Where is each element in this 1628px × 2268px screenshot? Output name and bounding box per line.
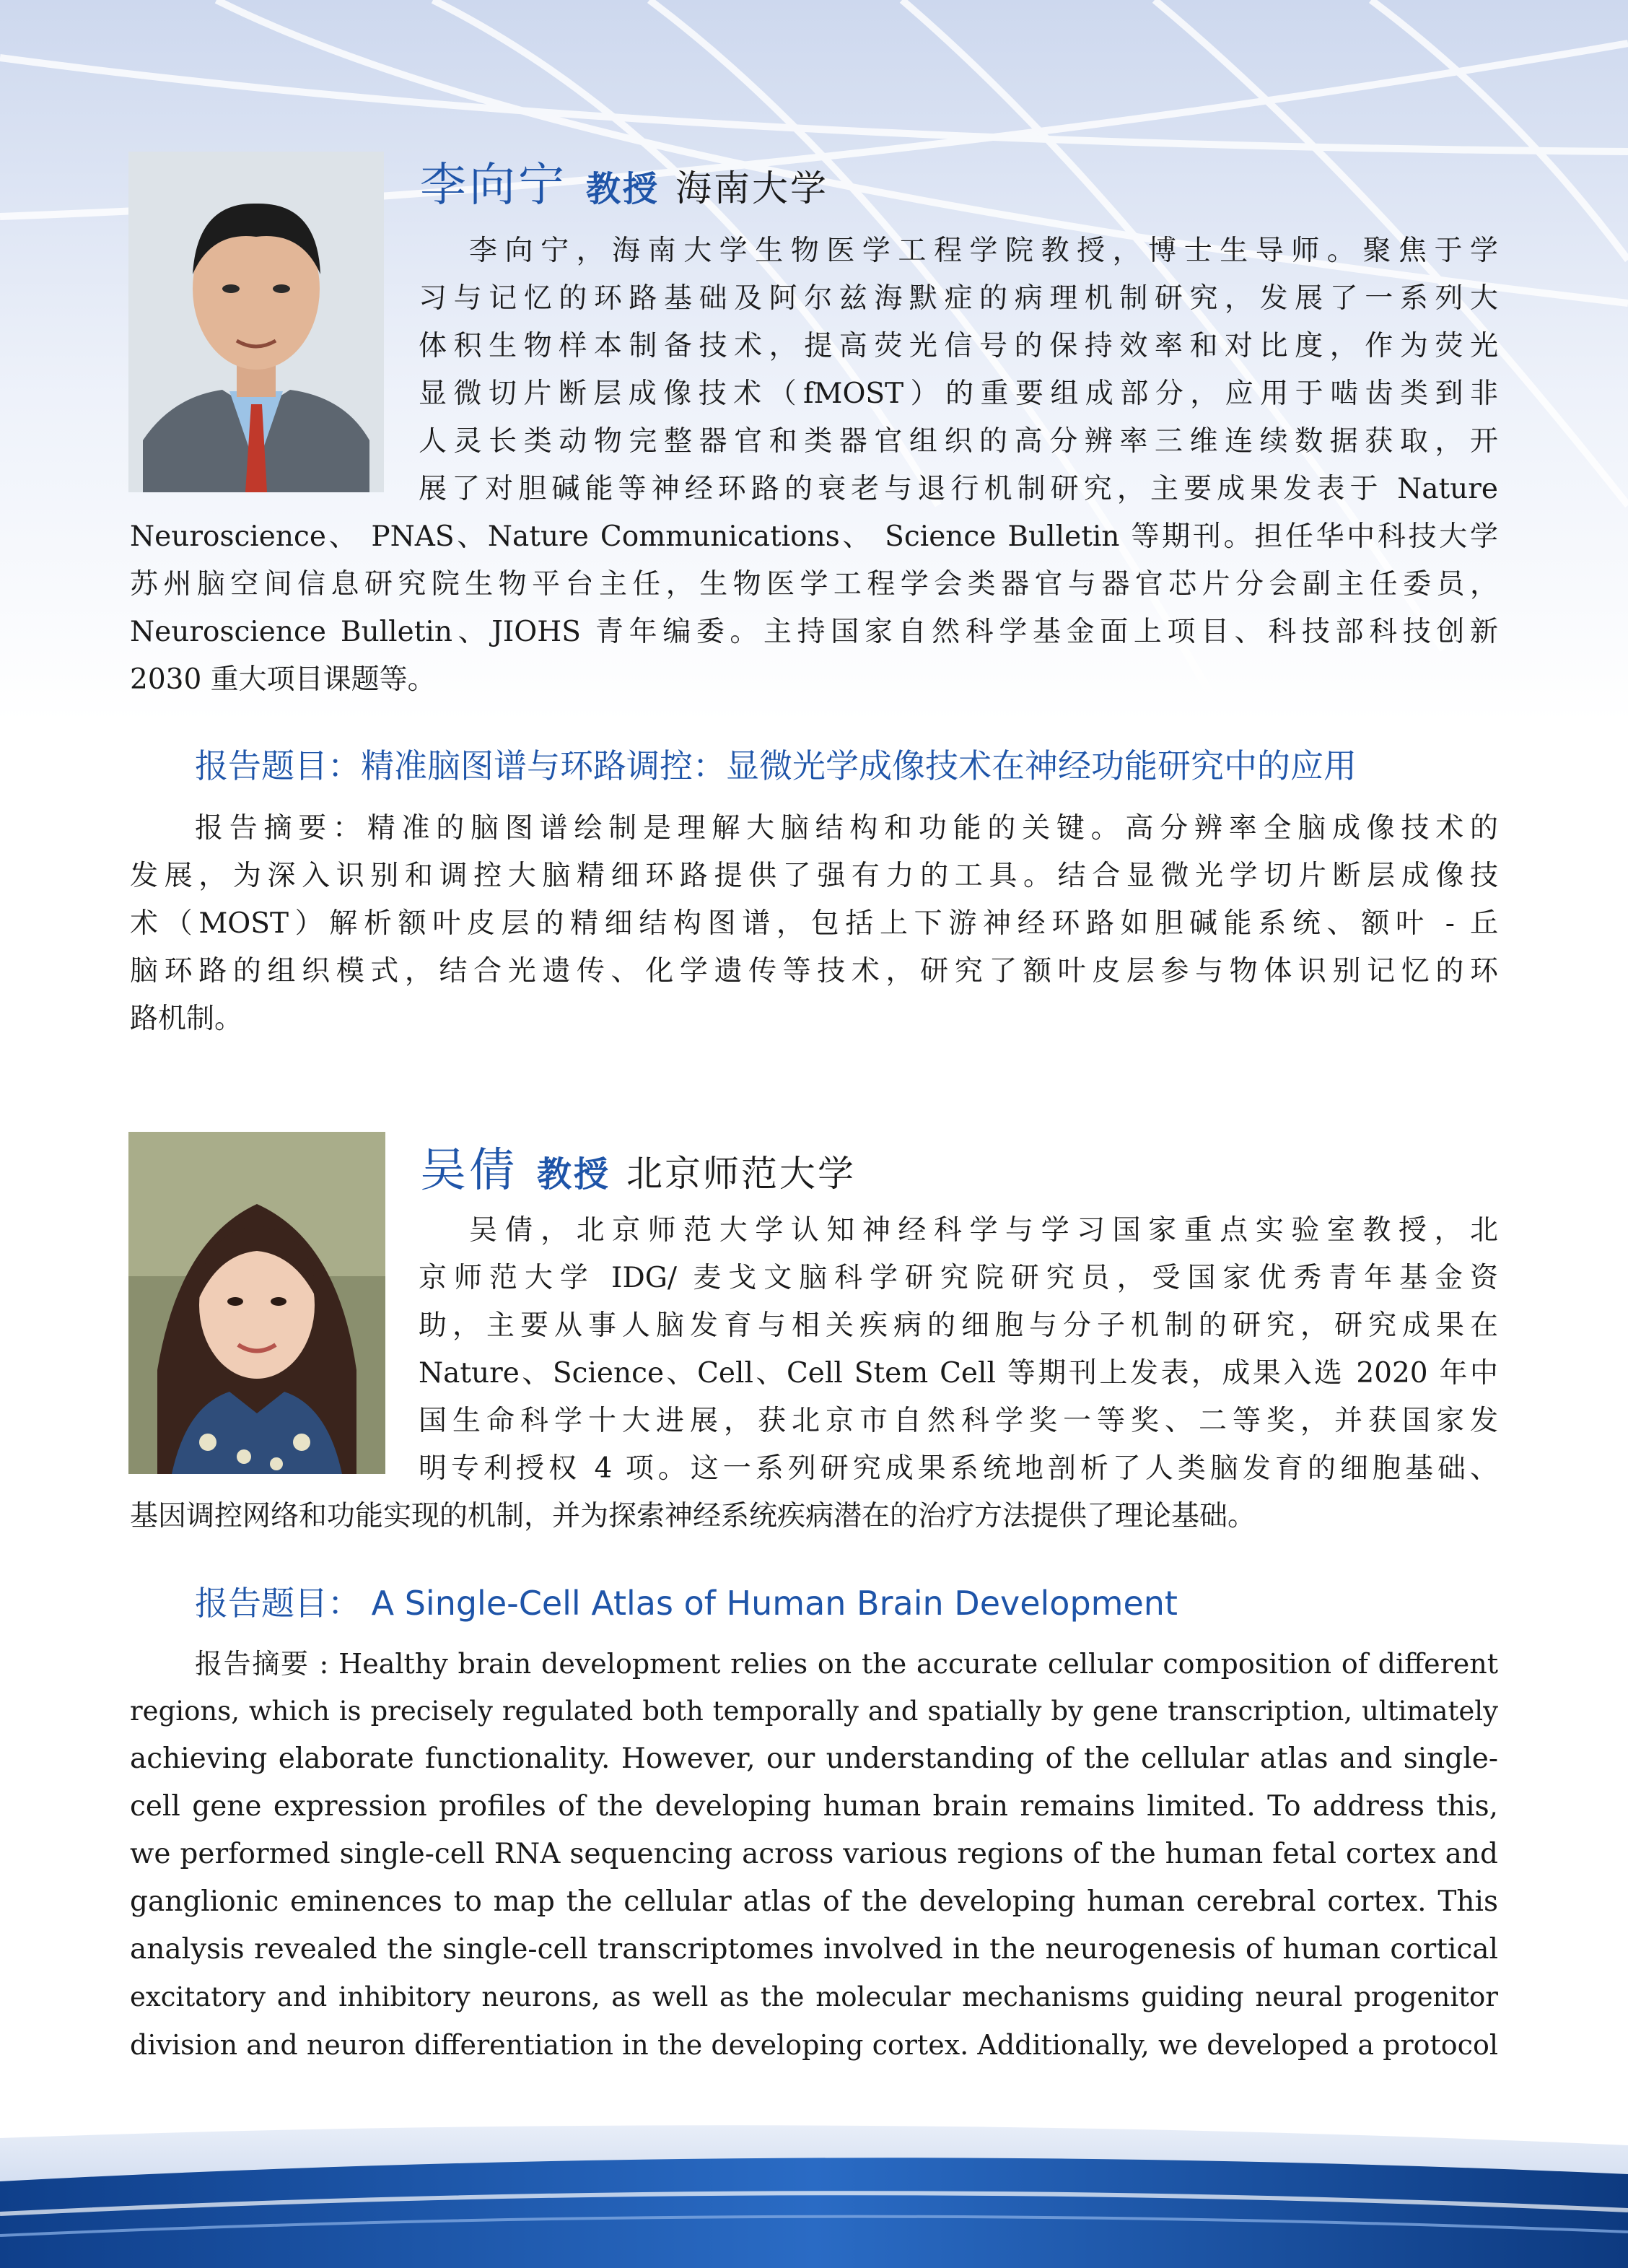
bio-line: 体积生物样本制备技术，提高荧光信号的保持效率和对比度，作为荧光 (419, 330, 1498, 362)
bio-line: 展了对胆碱能等神经环路的衰老与退行机制研究，主要成果发表于 Nature (419, 473, 1498, 505)
bio-line: 基因调控网络和功能实现的机制，并为探索神经系统疾病潜在的治疗方法提供了理论基础。 (130, 1500, 1256, 1532)
bio-line: 2030 重大项目课题等。 (130, 663, 436, 696)
speaker-2-bio (130, 1207, 1498, 1540)
bio-line: Neuroscience、 PNAS、Nature Communications、 Science Bulletin 等期刊。担任华中科技大学 (130, 520, 1498, 553)
bio-line: 习与记忆的环路基础及阿尔兹海默症的病理机制研究，发展了一系列大 (419, 282, 1498, 315)
bio-line: 李向宁，海南大学生物医学工程学院教授，博士生导师。聚焦于学 (469, 235, 1498, 267)
abstract-line: we performed single-cell RNA sequencing across various regions of the human fetal cortex and (130, 1838, 1498, 1870)
bio-line: 京师范大学 IDG/ 麦戈文脑科学研究院研究员，受国家优秀青年基金资 (419, 1262, 1498, 1294)
abstract-line: analysis revealed the single-cell transcriptomes involved in the neurogenesis of human cortical (130, 1933, 1498, 1966)
speaker-2-name: 吴倩 (420, 1144, 518, 1198)
bio-line: Nature、Science、Cell、Cell Stem Cell 等期刊上发表，成果入选 2020 年中 (419, 1357, 1498, 1390)
speaker-2-title: 教授 (537, 1154, 611, 1195)
bio-line: 显微切片断层成像技术（fMOST）的重要组成部分，应用于啮齿类到非 (419, 378, 1498, 410)
bio-line: 助，主要从事人脑发育与相关疾病的细胞与分子机制的研究，研究成果在 (419, 1309, 1498, 1342)
bio-line: 国生命科学十大进展，获北京市自然科学奖一等奖、二等奖，并获国家发 (419, 1405, 1498, 1437)
bio-line: 吴倩，北京师范大学认知神经科学与学习国家重点实验室教授，北 (469, 1214, 1498, 1247)
speaker-2-heading (420, 1133, 856, 1200)
abstract-line: cell gene expression profiles of the developing human brain remains limited. To address this, (130, 1790, 1498, 1823)
bio-line: 人灵长类动物完整器官和类器官组织的高分辨率三维连续数据获取，开 (419, 425, 1498, 458)
abstract-line: achieving elaborate functionality. However, our understanding of the cellular atlas and single- (130, 1743, 1498, 1775)
speaker-1-name: 李向宁 (420, 159, 567, 212)
abstract-line: 报告摘要：精准的脑图谱绘制是理解大脑结构和功能的关键。高分辨率全脑成像技术的 (195, 812, 1498, 845)
abstract-line: 脑环路的组织模式，结合光遗传、化学遗传等技术，研究了额叶皮层参与物体识别记忆的环 (130, 955, 1498, 987)
speaker-1-affiliation: 海南大学 (675, 167, 829, 209)
speaker-1-heading (420, 148, 828, 214)
bio-line: Neuroscience Bulletin、JIOHS 青年编委。主持国家自然科学基金面上项目、科技部科技创新 (130, 616, 1498, 648)
speaker-2-affiliation: 北京师范大学 (626, 1153, 857, 1195)
abstract-line: excitatory and inhibitory neurons, as well as the molecular mechanisms guiding neural progenitor (130, 1981, 1498, 2012)
speaker-1-bio (130, 227, 1498, 704)
speaker-1-abstract (130, 805, 1498, 1043)
abstract-line: ganglionic eminences to map the cellular atlas of the developing human cerebral cortex. This (130, 1885, 1498, 1918)
abstract-line: regions, which is precisely regulated both temporally and spatially by gene transcription, ultimately (130, 1696, 1498, 1727)
abstract-line: division and neuron differentiation in the developing cortex. Additionally, we developed a protocol (130, 2029, 1498, 2061)
abstract-line: 发展，为深入识别和调控大脑精细环路提供了强有力的工具。结合显微光学切片断层成像技 (130, 860, 1498, 892)
abstract-line: 路机制。 (130, 1003, 243, 1035)
abstract-line: 报告摘要 : Healthy brain development relies on the accurate cellular composition of different (195, 1648, 1498, 1680)
bio-line: 苏州脑空间信息研究院生物平台主任，生物医学工程学会类器官与器官芯片分会副主任委员， (130, 568, 1498, 601)
speaker-2-abstract (130, 1640, 1498, 2069)
bio-line: 明专利授权 4 项。这一系列研究成果系统地剖析了人类脑发育的细胞基础、 (419, 1452, 1498, 1485)
speaker-1-talk-title: 报告题目：精准脑图谱与环路调控：显微光学成像技术在神经功能研究中的应用 (195, 746, 1357, 785)
abstract-line: 术（MOST）解析额叶皮层的精细结构图谱，包括上下游神经环路如胆碱能系统、额叶 - 丘 (130, 907, 1498, 940)
speaker-2-talk-title: 报告题目： A Single-Cell Atlas of Human Brain Development (195, 1584, 1178, 1623)
speaker-1-title: 教授 (586, 169, 660, 209)
